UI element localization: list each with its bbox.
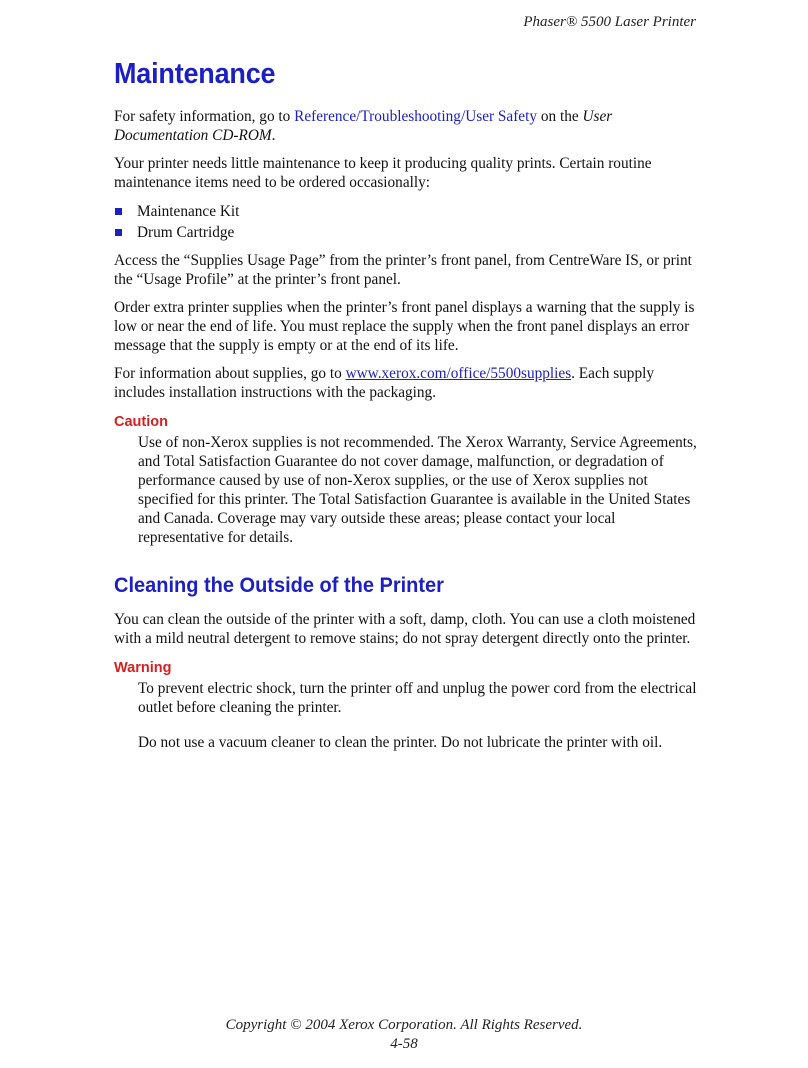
safety-middle: on the [537, 108, 583, 125]
maintenance-items-list [114, 201, 699, 243]
supplies-url-link[interactable]: www.xerox.com/office/5500supplies [345, 365, 572, 382]
running-header: Phaser® 5500 Laser Printer [523, 14, 696, 30]
warning-body [138, 679, 699, 752]
list-item [114, 201, 699, 222]
page-number: 4-58 [390, 1036, 418, 1052]
safety-link[interactable]: Reference/Troubleshooting/User Safety [294, 108, 537, 125]
page-footer [0, 1016, 808, 1054]
supplies-info-suffix: . Each supply includes installation instructions with the packaging. [114, 365, 654, 401]
intro-paragraph: Your printer needs little maintenance to keep it producing quality prints. Certain routine maintenance items need to be ordered occasionally: [114, 155, 652, 191]
access-paragraph: Access the “Supplies Usage Page” from the printer’s front panel, from CentreWare IS, or print the “Usage Profile” at the printer’s front panel. [114, 252, 692, 288]
square-bullet-icon [115, 208, 122, 215]
section-heading-cleaning: Cleaning the Outside of the Printer [114, 573, 444, 597]
warning-text-2: Do not use a vacuum cleaner to clean the printer. Do not lubricate the printer with oil. [138, 734, 663, 751]
list-item [114, 222, 699, 243]
order-paragraph: Order extra printer supplies when the printer’s front panel displays a warning that the supply is low or near the end of life. You must replace the supply when the front panel displays an error message that the supply is empty or at the end of its life. [114, 299, 695, 354]
safety-suffix: . [271, 127, 276, 144]
list-item-label: Drum Cartridge [137, 224, 235, 241]
caution-body [138, 433, 699, 547]
page-title: Maintenance [114, 58, 276, 90]
page-content [114, 58, 699, 760]
caution-label: Caution [114, 414, 168, 430]
supplies-info-prefix: For information about supplies, go to [114, 365, 346, 382]
cleaning-paragraph: You can clean the outside of the printer with a soft, damp, cloth. You can use a cloth moistened with a mild neutral detergent to remove stains; do not spray detergent directly onto the printer. [114, 611, 696, 647]
safety-prefix: For safety information, go to [114, 108, 295, 125]
safety-doc-title: User Documentation CD-ROM [114, 108, 613, 144]
caution-text: Use of non-Xerox supplies is not recommended. The Xerox Warranty, Service Agreements, and Total Satisfaction Guarantee do not cover damage, malfunction, or degradation of performance caused by use of non-Xerox supplies, or the use of Xerox supplies not specified for this printer. The Total Satisfaction Guarantee is available in the United States and Canada. Coverage may vary outside these areas; please contact your local representative for details. [138, 434, 697, 546]
copyright-notice: Copyright © 2004 Xerox Corporation. All Rights Reserved. [225, 1017, 583, 1033]
warning-text-1: To prevent electric shock, turn the printer off and unplug the power cord from the electrical outlet before cleaning the printer. [138, 680, 697, 716]
list-item-label: Maintenance Kit [137, 203, 240, 220]
square-bullet-icon [115, 229, 122, 236]
supplies-info-paragraph [114, 364, 699, 402]
safety-paragraph [114, 107, 699, 145]
warning-label: Warning [114, 660, 172, 676]
